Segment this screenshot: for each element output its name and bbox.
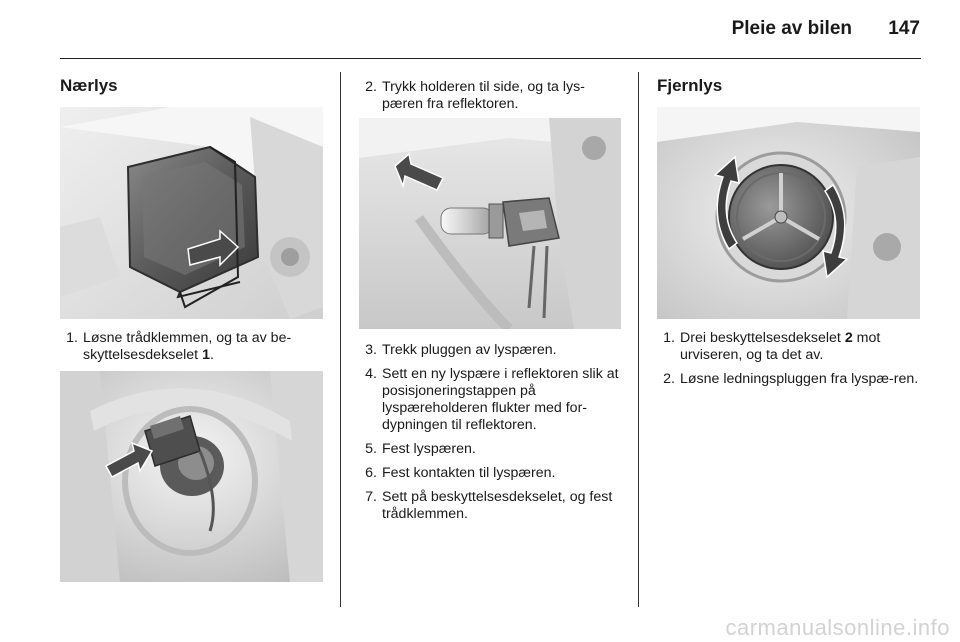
list-item bbox=[657, 330, 922, 364]
step-text: Løsne ledningspluggen fra lyspæ-ren. bbox=[680, 371, 919, 387]
list-item bbox=[359, 79, 621, 113]
step-text: Fest lyspæren. bbox=[382, 441, 476, 457]
step-number: 2. bbox=[663, 371, 675, 387]
middle-steps-list bbox=[359, 342, 624, 530]
middle-steps-top-list bbox=[359, 79, 621, 120]
list-item bbox=[359, 465, 624, 482]
step-number: 1. bbox=[66, 330, 78, 346]
step-callout-number: 1 bbox=[202, 347, 210, 363]
high-beam-steps-list bbox=[657, 330, 922, 395]
step-number: 6. bbox=[365, 465, 377, 481]
low-beam-plug-photo bbox=[60, 371, 323, 582]
column-divider-left bbox=[340, 72, 341, 607]
header-rule bbox=[60, 58, 921, 59]
step-text: Løsne trådklemmen, og ta av be-skyttelsesdekselet bbox=[83, 330, 292, 363]
step-text: Drei beskyttelsesdekselet bbox=[680, 330, 845, 346]
step-number: 7. bbox=[365, 489, 377, 505]
section-title-high-beam: Fjernlys bbox=[657, 76, 723, 95]
step-callout-number: 2 bbox=[844, 330, 853, 346]
list-item bbox=[657, 371, 922, 388]
step-number: 5. bbox=[365, 441, 377, 457]
section-title-low-beam: Nærlys bbox=[60, 76, 118, 95]
page-number: 147 bbox=[888, 18, 920, 39]
footer-watermark: carmanualsonline.info bbox=[725, 615, 950, 640]
low-beam-cover-photo bbox=[60, 107, 323, 319]
step-text: Trekk pluggen av lyspæren. bbox=[382, 342, 557, 358]
step-text: Sett en ny lyspære i reflektoren slik at posisjoneringstappen på lyspæreholderen flukter med for-dypningen til reflektoren. bbox=[382, 366, 619, 433]
step-text: Sett på beskyttelsesdekselet, og fest trådklemmen. bbox=[382, 489, 613, 522]
list-item bbox=[359, 342, 624, 359]
list-item bbox=[359, 441, 624, 458]
step-number: 3. bbox=[365, 342, 377, 358]
list-item bbox=[359, 366, 624, 434]
step-text: Trykk holderen til side, og ta lys-pæren fra reflektoren. bbox=[382, 79, 585, 112]
list-item bbox=[359, 489, 624, 523]
page-header-title: Pleie av bilen bbox=[731, 18, 852, 39]
step-number: 4. bbox=[365, 366, 377, 382]
step-number: 1. bbox=[663, 330, 675, 346]
step-text: Fest kontakten til lyspæren. bbox=[382, 465, 556, 481]
high-beam-cover-photo bbox=[657, 107, 920, 319]
list-item bbox=[60, 330, 325, 364]
step-text-suffix: . bbox=[209, 347, 214, 363]
column-divider-right bbox=[638, 72, 639, 607]
low-beam-steps-list bbox=[60, 330, 325, 371]
bulb-removal-photo bbox=[359, 118, 621, 329]
step-number: 2. bbox=[365, 79, 377, 95]
step-text-suffix: mot urviseren, og ta det av. bbox=[680, 330, 881, 363]
